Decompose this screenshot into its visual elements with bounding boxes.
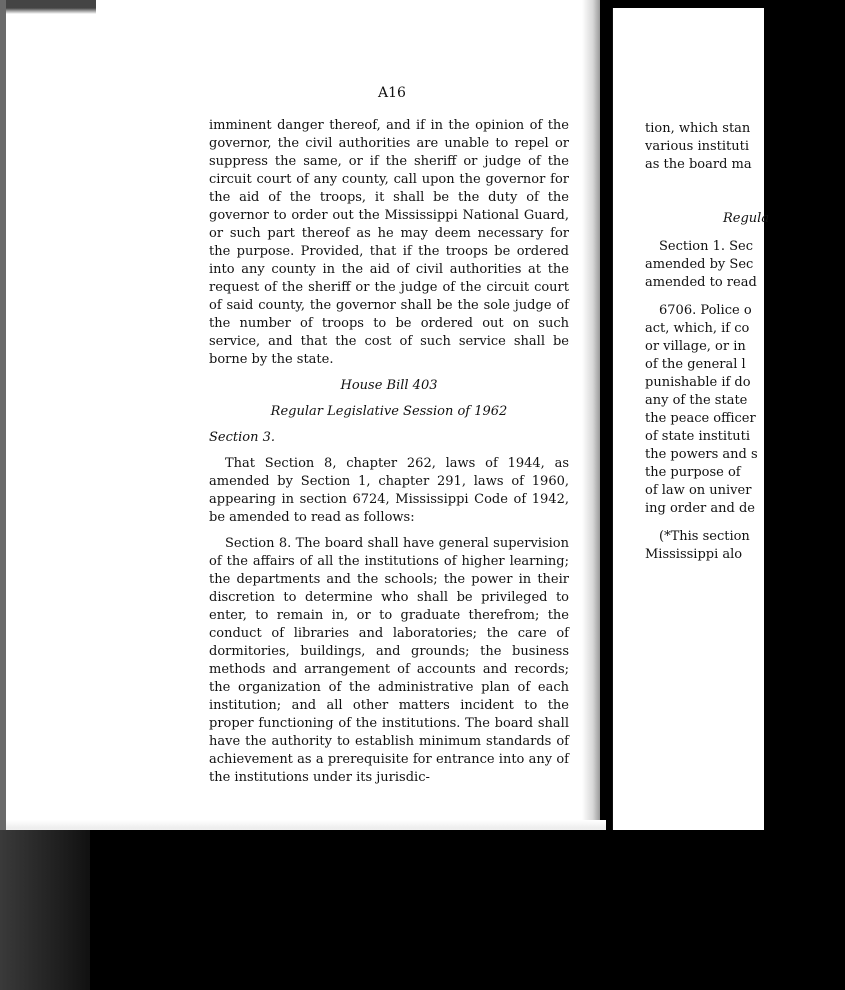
- scan-edge: [0, 830, 90, 990]
- text-line: the peace officer: [645, 411, 756, 426]
- text-line: of state instituti: [645, 429, 751, 444]
- left-text-column: [209, 117, 569, 787]
- text-line: Mississippi alo: [645, 547, 743, 562]
- right-page: [612, 8, 770, 830]
- section8-paragraph: Section 8. The board shall have general supervision of the affairs of all the institutions of higher learning; the departments and the schools; the power in their discretion to determine who shall be privileged to enter, to remain in, or to graduate therefrom; the conduct of libraries and laboratories; the care of dormitories, buildings, and grounds; the business methods and arrangement of accounts and records; the organization of the administrative plan of each institution; and all other matters incident to the proper functioning of the institutions. The board shall have the authority to establish minimum standards of achievement as a prerequisite for entrance into any of the institutions under its jurisdic-: [209, 536, 569, 785]
- continuation-paragraph: imminent danger thereof, and if in the opinion of the governor, the civil authorities are unable to repel or suppress the same, or if the sheriff or judge of the circuit court of any county, call upon the governor for the aid of the troops, it shall be the duty of the governor to order out the Mississippi National Guard, or such part thereof as he may deem necessary for the purpose. Provided, that if the troops be ordered into any county in the aid of civil authorities at the request of the sheriff or the judge of the circuit court of said county, the governor shall be the sole judge of the number of troops to be ordered out on such service, and that the cost of such service shall be borne by the state.: [209, 118, 569, 367]
- text-line: act, which, if co: [645, 321, 750, 336]
- text-line: amended by Sec: [645, 257, 754, 272]
- text-line: Section 1. Sec: [659, 239, 754, 254]
- text-line: the purpose of: [645, 465, 741, 480]
- text-line: of the general l: [645, 357, 746, 372]
- text-line: of law on univer: [645, 483, 752, 498]
- scan-background: [0, 830, 763, 990]
- page-edge-shadow: [6, 0, 96, 22]
- section-heading: Section 3.: [209, 430, 275, 445]
- text-line: 6706. Police o: [659, 303, 752, 318]
- amendment-paragraph: That Section 8, chapter 262, laws of 1944, as amended by Section 1, chapter 291, laws of 1960, appearing in section 6724, Mississippi Code of 1942, be amended to read as follows:: [209, 456, 569, 525]
- session-title: Regular Legislative Session of 1962: [270, 404, 508, 419]
- text-line: as the board ma: [645, 157, 752, 172]
- right-heading: Regula: [723, 211, 770, 226]
- text-line: or village, or in: [645, 339, 746, 354]
- text-line: tion, which stan: [645, 121, 751, 136]
- text-line: amended to read: [645, 275, 757, 290]
- text-line: any of the state: [645, 393, 748, 408]
- text-line: various instituti: [645, 139, 750, 154]
- text-line: ing order and de: [645, 501, 755, 516]
- page-number: A16: [378, 85, 406, 101]
- text-line: (*This section: [659, 529, 750, 544]
- right-text-column: [645, 120, 845, 564]
- text-line: punishable if do: [645, 375, 751, 390]
- bill-title: House Bill 403: [340, 378, 438, 393]
- text-line: the powers and s: [645, 447, 758, 462]
